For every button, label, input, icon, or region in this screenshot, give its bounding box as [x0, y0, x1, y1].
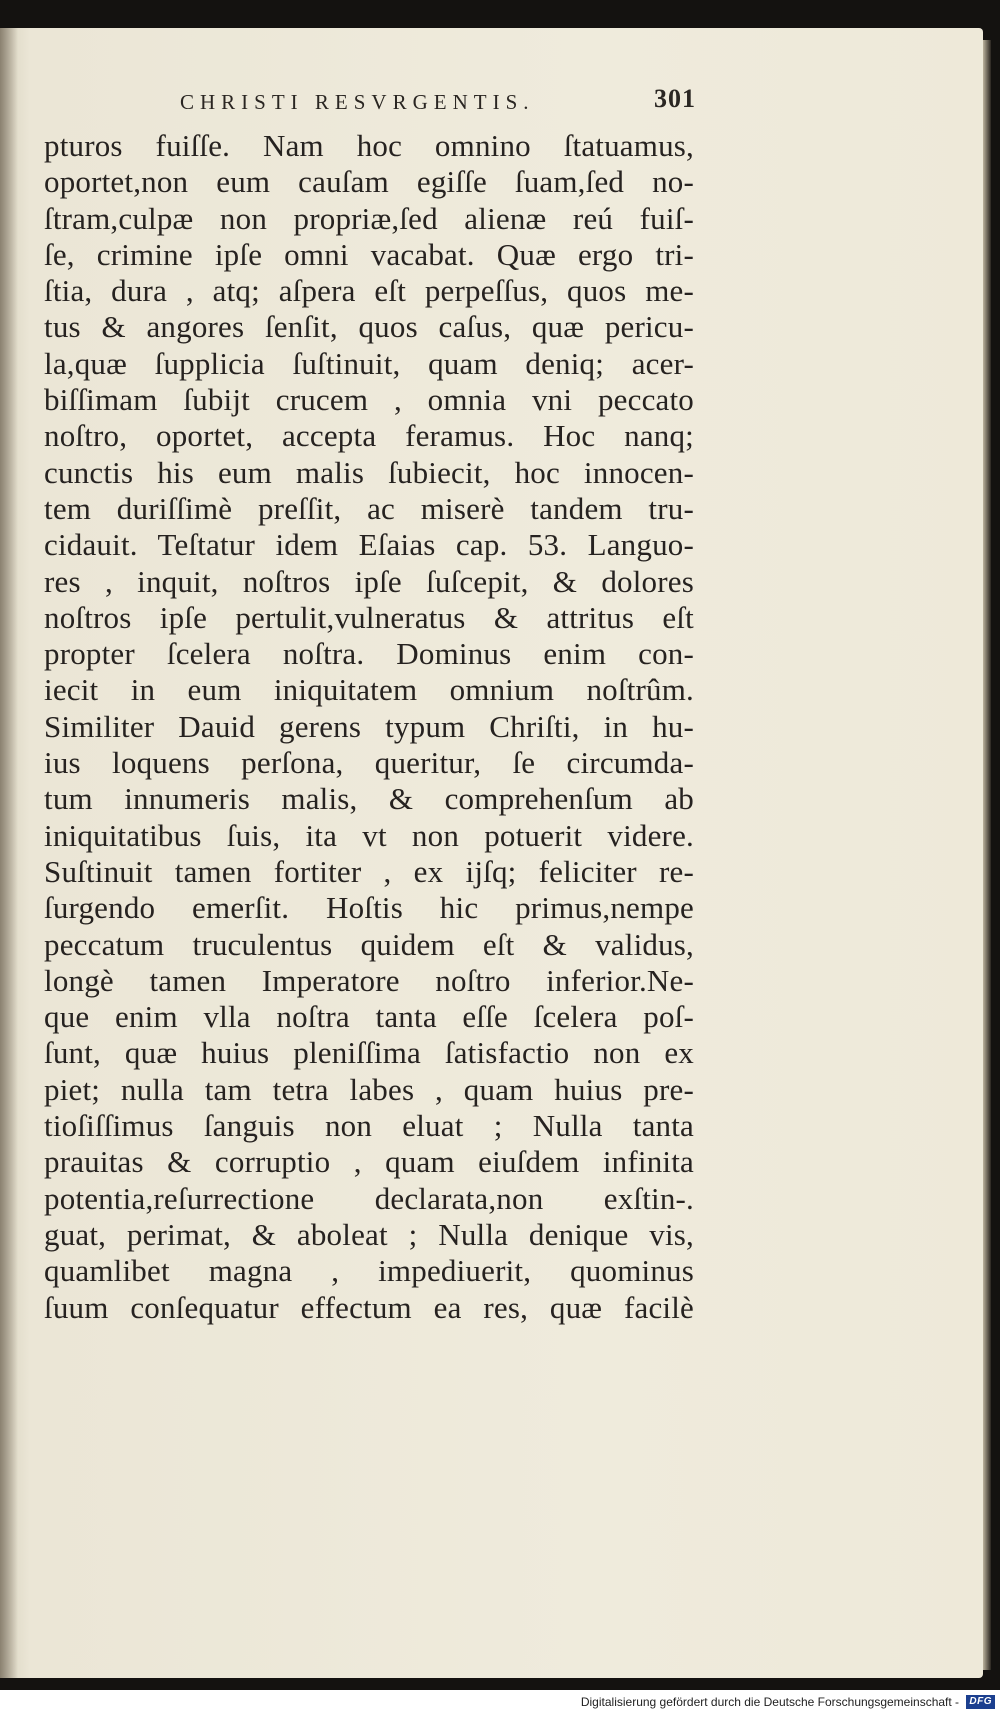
text-line: potentia,reſurrectione declarata,non exſtin-.	[44, 1180, 694, 1216]
text-line: tem duriſſimè preſſit, ac miserè tandem tru-	[44, 490, 694, 526]
digitization-credit	[0, 1694, 995, 1714]
text-line: quamlibet magna , impediuerit, quominus	[44, 1253, 694, 1289]
text-line: cunctis his eum malis ſubiecit, hoc innocen-	[44, 454, 694, 490]
running-head	[0, 84, 983, 120]
text-line: Suſtinuit tamen fortiter , ex ijſq; feliciter re-	[44, 853, 694, 889]
text-line: ſunt, quæ huius pleniſſima ſatisfactio non ex	[44, 1035, 694, 1071]
body-text	[44, 128, 694, 1326]
text-line: tioſiſſimus ſanguis non eluat ; Nulla tanta	[44, 1108, 694, 1144]
text-line: ius loquens perſona, queritur, ſe circumda-	[44, 745, 694, 781]
text-line: ſurgendo emerſit. Hoſtis hic primus,nempe	[44, 890, 694, 926]
credit-text: Digitalisierung gefördert durch die Deutsche Forschungsgemeinschaft -	[580, 1694, 960, 1709]
page-edge	[983, 40, 991, 1670]
text-line: res , inquit, noſtros ipſe ſuſcepit, & dolores	[44, 563, 694, 599]
text-line: pturos fuiſſe. Nam hoc omnino ſtatuamus,	[44, 128, 694, 163]
text-line: que enim vlla noſtra tanta eſſe ſcelera poſ-	[44, 999, 694, 1035]
text-line: Similiter Dauid gerens typum Chriſti, in hu-	[44, 708, 694, 744]
text-line: la,quæ ſupplicia ſuſtinuit, quam deniq; acer-	[44, 345, 694, 381]
text-line: iecit in eum iniquitatem omnium noſtrûm.	[44, 672, 694, 708]
text-line: ſe, crimine ipſe omni vacabat. Quæ ergo tri-	[44, 236, 694, 272]
text-line: ſtia, dura , atq; aſpera eſt perpeſſus, quos me-	[44, 273, 694, 309]
text-line: noſtro, oportet, accepta feramus. Hoc nanq;	[44, 418, 694, 454]
text-line: tus & angores ſenſit, quos caſus, quæ pericu-	[44, 309, 694, 345]
text-line: longè tamen Imperatore noſtro inferior.Ne-	[44, 962, 694, 998]
text-line: guat, perimat, & aboleat ; Nulla denique vis,	[44, 1216, 694, 1252]
text-line: tum innumeris malis, & comprehenſum ab	[44, 781, 694, 817]
text-line: biſſimam ſubijt crucem , omnia vni peccato	[44, 382, 694, 418]
dfg-logo-icon: DFG	[966, 1695, 995, 1709]
spine-shadow	[0, 28, 18, 1678]
text-line: piet; nulla tam tetra labes , quam huius pre-	[44, 1071, 694, 1107]
text-line: peccatum truculentus quidem eſt & validus,	[44, 926, 694, 962]
text-line: iniquitatibus ſuis, ita vt non potuerit videre.	[44, 817, 694, 853]
text-line: ſuum conſequatur effectum ea res, quæ facilè	[44, 1289, 694, 1325]
text-line: prauitas & corruptio , quam eiuſdem infinita	[44, 1144, 694, 1180]
text-line: noſtros ipſe pertulit,vulneratus & attritus eſt	[44, 599, 694, 635]
running-head-title: CHRISTI RESVRGENTIS.	[180, 90, 535, 114]
text-line: ſtram,culpæ non propriæ,ſed alienæ reú fuiſ-	[44, 200, 694, 236]
text-line: oportet,non eum cauſam egiſſe ſuam,ſed no-	[44, 164, 694, 200]
page-number: 301	[654, 84, 696, 113]
text-line: propter ſcelera noſtra. Dominus enim con-	[44, 636, 694, 672]
text-line: cidauit. Teſtatur idem Eſaias cap. 53. Languo-	[44, 527, 694, 563]
